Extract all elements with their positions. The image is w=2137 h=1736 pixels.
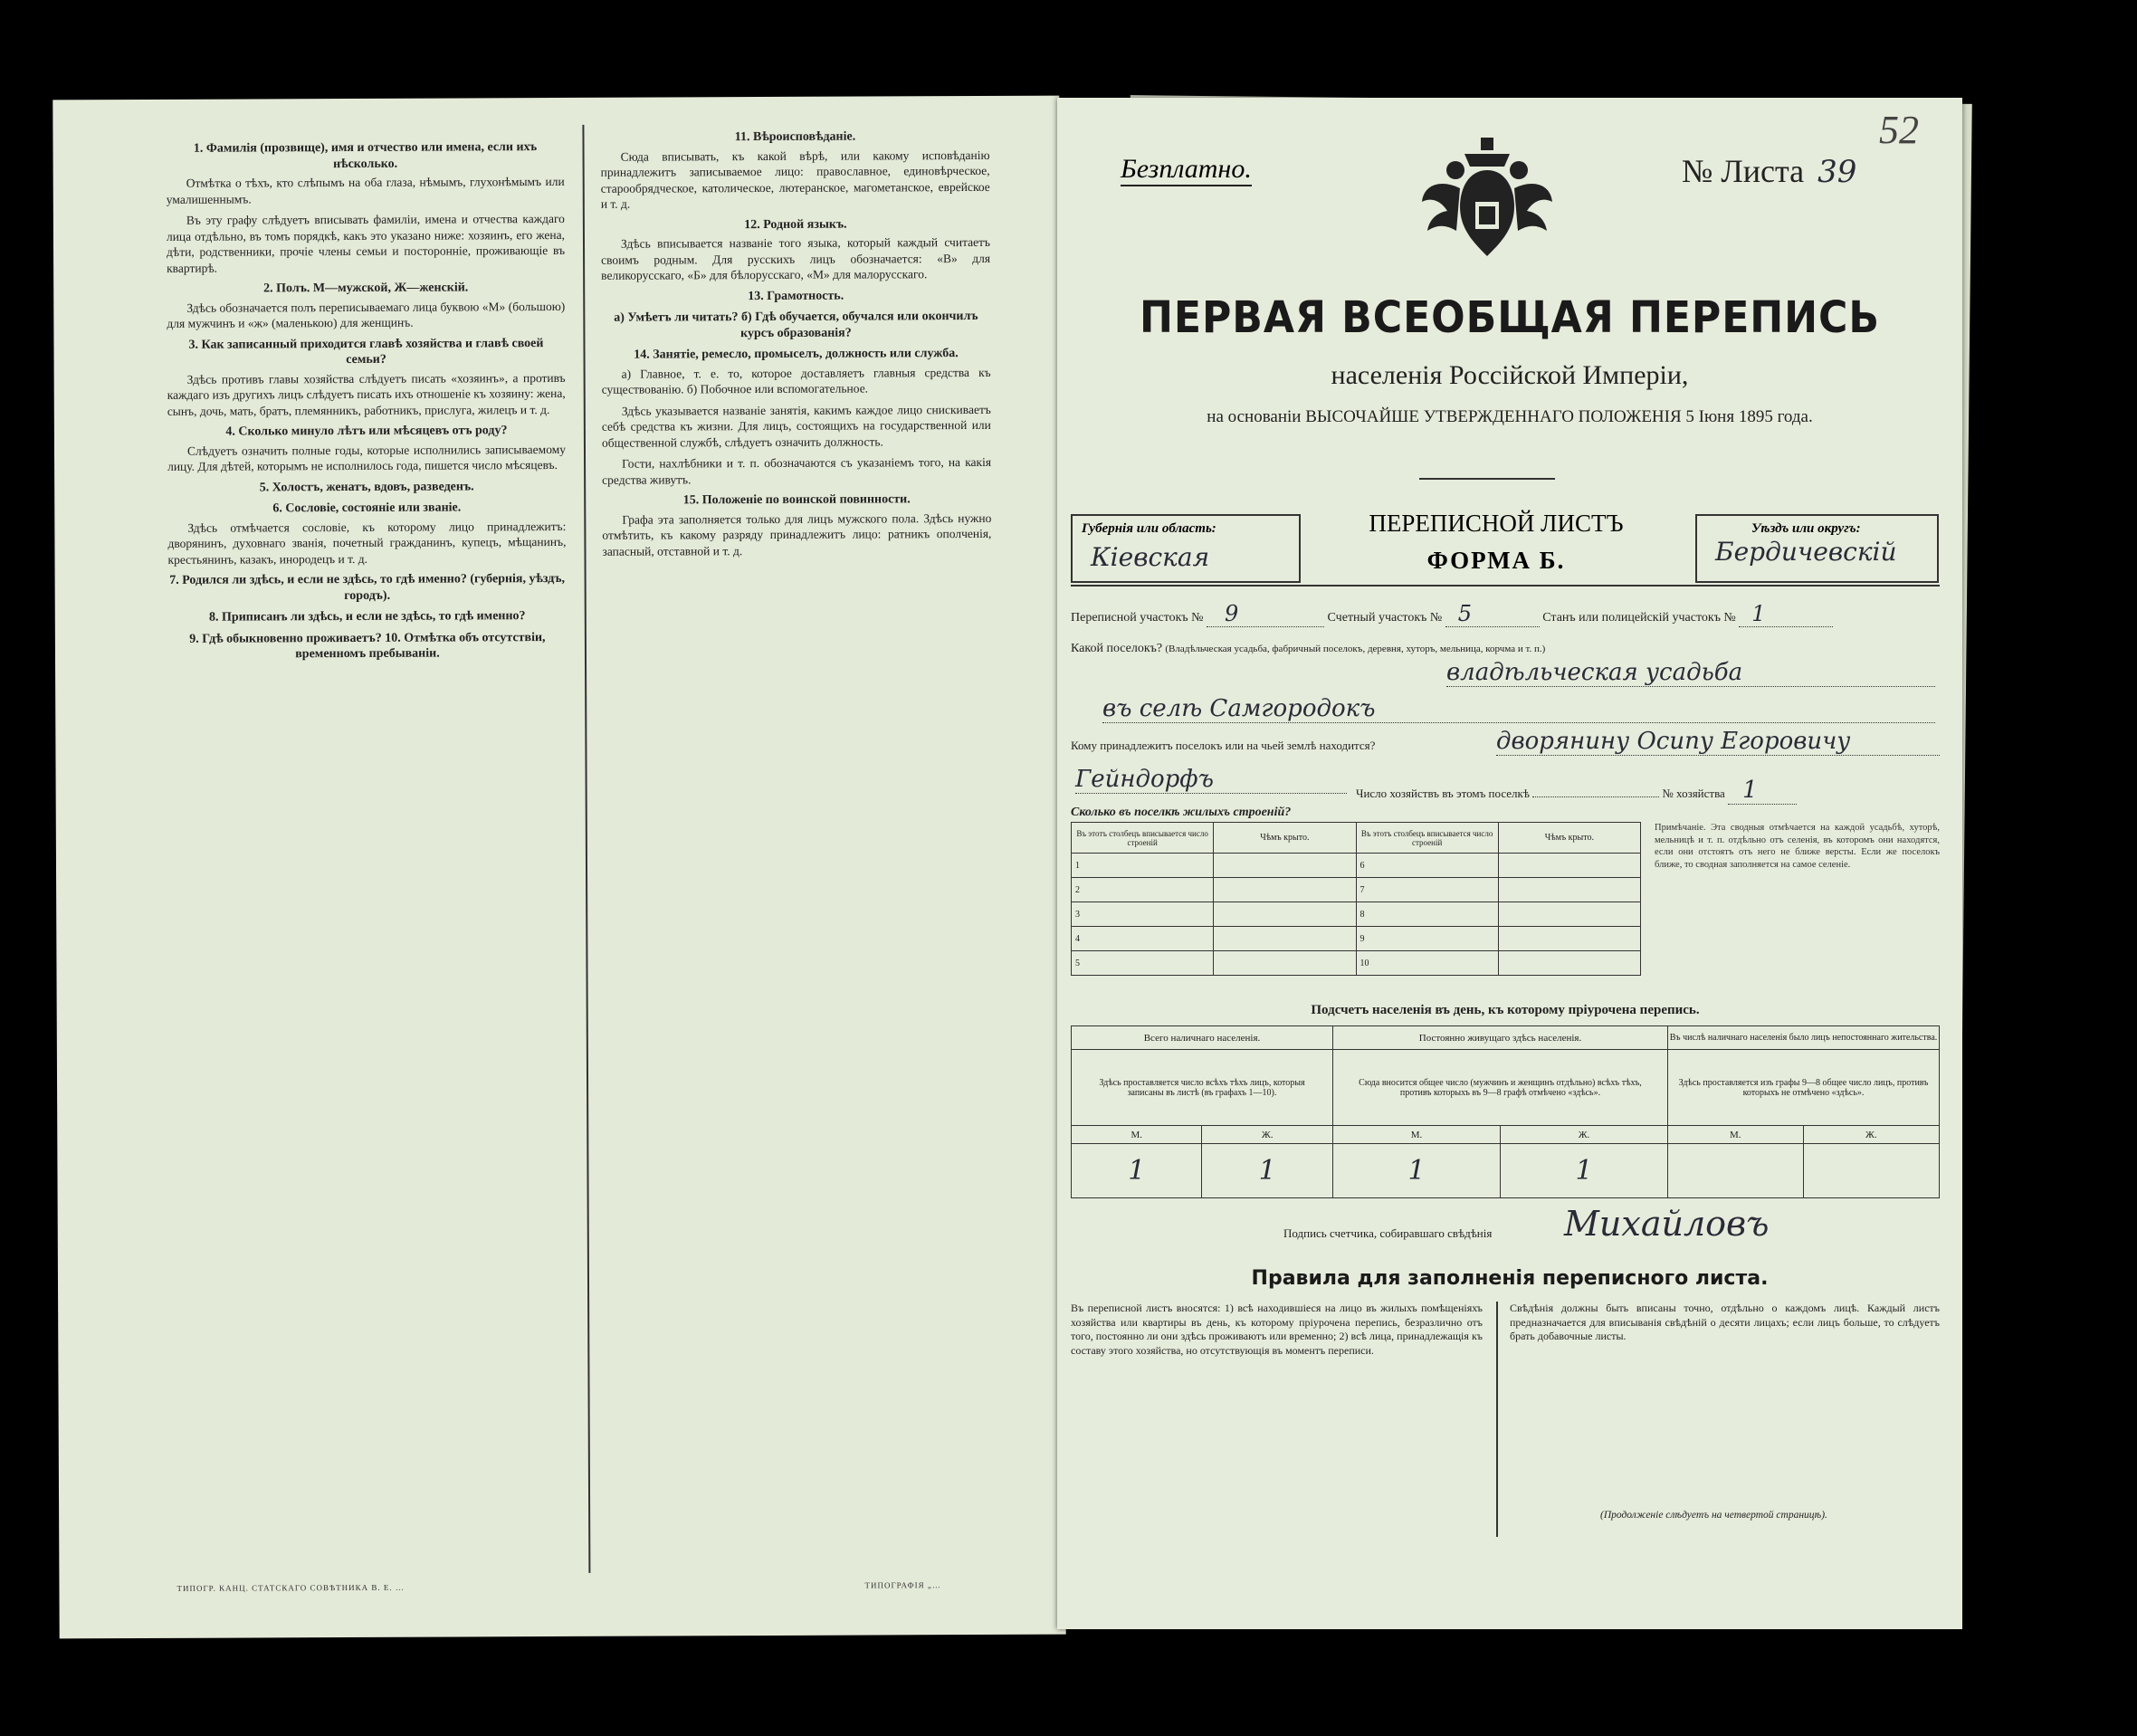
signature-label: Подпись счетчика, собиравшаго свѣдѣнія bbox=[1283, 1226, 1493, 1240]
buildings-col-roof: Чѣмъ крыто. bbox=[1214, 823, 1356, 854]
census-district-label: Переписной участокъ № bbox=[1071, 611, 1204, 625]
title-rule bbox=[1419, 478, 1555, 480]
instruction-heading: 4. Сколько минуло лѣтъ или мѣсяцевъ отъ роду? bbox=[225, 424, 508, 439]
buildings-row-num: 2 bbox=[1072, 878, 1214, 902]
left-column-1 bbox=[166, 134, 570, 1566]
buildings-note: Примѣчаніе. Эта сводныя отмѣчается на каждой усадьбѣ, хуторѣ, мельницѣ и т. п. отдѣльно отъ селенія, въ которомъ они находятся, если они отстоятъ отъ него не ближе версты. Если же поселокъ ближе, то сводная заполняется на самое селеніе. bbox=[1655, 823, 1940, 870]
census-basis: на основаніи ВЫСОЧАЙШЕ УТВЕРЖДЕННАГО ПОЛОЖЕНІЯ 5 Іюня 1895 года. bbox=[1207, 407, 1813, 426]
rules-right: Свѣдѣнія должны быть вписаны точно, отдѣльно о каждомъ лицѣ. Каждый листъ предназначается для вписыванія свѣдѣній о десяти лицахъ; если лицъ больше, то слѣдуетъ брать добавочные листы. bbox=[1510, 1302, 1940, 1342]
instruction-paragraph: Слѣдуетъ означить полные годы, которые исполнились записываемому лицу. Для дѣтей, которымъ не исполнилось года, пишется число мѣсяцевъ. bbox=[167, 442, 567, 473]
uezd-box bbox=[1695, 514, 1939, 583]
buildings-row-num: 1 bbox=[1072, 854, 1214, 878]
sheet-number bbox=[1682, 152, 1856, 190]
settlement-value-2: въ селѣ Самгородокъ bbox=[1102, 695, 1935, 723]
instruction-heading: 8. Приписанъ ли здѣсь, и если не здѣсь, то гдѣ именно? bbox=[208, 609, 526, 625]
census-subtitle: населенія Россійской Имперіи, bbox=[1331, 360, 1689, 390]
count-value bbox=[1803, 1144, 1939, 1198]
rules-title: Правила для заполненія переписного листа. bbox=[1251, 1267, 1769, 1290]
gub-value: Кіевская bbox=[1091, 542, 1210, 572]
count-value: 1 bbox=[1202, 1144, 1333, 1198]
instruction-heading: 12. Родной языкъ. bbox=[744, 217, 847, 232]
left-column-2 bbox=[600, 123, 996, 1564]
count-title: Подсчетъ населенія въ день, къ которому пріурочена перепись. bbox=[1311, 1003, 1700, 1017]
count-desc-temporary: Здѣсь проставляется изъ графы 9—8 общее число лицъ, противъ которыхъ не отмѣчено «здѣсь». bbox=[1668, 1050, 1940, 1126]
instruction-paragraph: Графа эта заполняется только для лицъ мужского пола. Здѣсь нужно отмѣтить, къ какому разряду принадлежитъ лицо: ратникъ ополченія, запасный, отставной и т. д. bbox=[602, 510, 992, 558]
police-district-value: 1 bbox=[1739, 601, 1833, 627]
settlement-value-1: владѣльческая усадьба bbox=[1446, 659, 1935, 687]
count-col-present: Всего наличнаго населенія. bbox=[1072, 1026, 1333, 1050]
instruction-heading: 3. Как записанный приходится главѣ хозяйства и главѣ своей семьи? bbox=[188, 336, 544, 367]
instruction-heading: 5. Холостъ, женатъ, вдовъ, разведенъ. bbox=[259, 479, 474, 494]
instruction-heading: 7. Родился ли здѣсь, и если не здѣсь, то гдѣ именно? (губернія, уѣздъ, городъ). bbox=[169, 571, 566, 603]
buildings-row-num: 5 bbox=[1072, 951, 1214, 976]
sheet-number-label: № Листа bbox=[1682, 153, 1805, 189]
instruction-paragraph: а) Главное, т. е. то, которое доставляетъ главныя средства къ существованію. б) Побочное или вспомогательное. bbox=[601, 365, 991, 396]
instruction-heading: 9. Гдѣ обыкновенно проживаетъ? 10. Отмѣтка объ отсутствіи, временномъ пребываніи. bbox=[189, 630, 546, 662]
counting-district-label: Счетный участокъ № bbox=[1327, 611, 1443, 625]
form-title: ПЕРЕПИСНОЙ ЛИСТЪ bbox=[1369, 510, 1624, 537]
corner-sheet-number: 52 bbox=[1879, 108, 1919, 152]
settlement-label-line bbox=[1071, 641, 1940, 656]
census-title: ПЕРВАЯ ВСЕОБЩАЯ ПЕРЕПИСЬ bbox=[1140, 292, 1880, 343]
instruction-heading: 6. Сословіе, состояніе или званіе. bbox=[272, 501, 462, 516]
count-value: 1 bbox=[1332, 1144, 1500, 1198]
buildings-row-num: 3 bbox=[1072, 902, 1214, 927]
instruction-paragraph: Гости, нахлѣбники и т. п. обозначаются съ указаніемъ того, на какія средства живутъ. bbox=[602, 454, 992, 487]
owner-label: Кому принадлежитъ поселокъ или на чьей землѣ находится? bbox=[1071, 739, 1376, 752]
counting-district-value: 5 bbox=[1445, 601, 1540, 627]
count-female-header: Ж. bbox=[1202, 1126, 1333, 1144]
instruction-heading: а) Умѣетъ ли читать? б) Гдѣ обучается, обучался или окончилъ курсъ образованія? bbox=[614, 309, 978, 340]
instruction-paragraph: Здѣсь вписывается названіе того языка, который каждый считаетъ своимъ родным. Для русскихъ лицъ обозначается: «В» для великорусскаго, «Б» для бѣлорусскаго, «М» для малорусскаго. bbox=[601, 234, 991, 282]
household-number-value: 1 bbox=[1728, 777, 1797, 805]
owner-value-2: Гейндорфъ bbox=[1075, 766, 1347, 794]
count-female-header: Ж. bbox=[1803, 1126, 1939, 1144]
count-desc-permanent: Сюда вносится общее число (мужчинъ и женщинъ отдѣльно) всѣхъ тѣхъ, противъ которыхъ въ 9—8 графѣ отмѣчено «здѣсь». bbox=[1332, 1050, 1667, 1126]
instruction-paragraph: Здѣсь указывается названіе занятія, какимъ каждое лицо снискиваетъ себѣ средства къ жизни. Для лицъ, состоящихъ на государственной или общественной службѣ, слѣдуетъ означить должность. bbox=[601, 402, 991, 450]
district-row bbox=[1071, 601, 1940, 627]
left-page bbox=[52, 96, 1065, 1639]
instruction-paragraph: Въ эту графу слѣдуетъ вписывать фамиліи, имена и отчества каждаго лица отдѣльно, въ томъ порядкѣ, какъ это указано ниже: хозяинъ, его жена, дѣти, родственники, прочіе члены семьи и посторонніе, проживающіе въ квартирѣ. bbox=[166, 211, 566, 275]
continued-note: (Продолженіе слѣдуетъ на четвертой страницѣ). bbox=[1600, 1510, 1827, 1521]
count-col-permanent: Постоянно живущаго здѣсь населенія. bbox=[1332, 1026, 1667, 1050]
enumerator-signature: Михайловъ bbox=[1564, 1204, 1770, 1244]
households-row bbox=[1356, 777, 1935, 805]
gub-box bbox=[1071, 514, 1301, 583]
buildings-row-num: 8 bbox=[1356, 902, 1498, 927]
rules-divider bbox=[1496, 1302, 1498, 1537]
household-number-label: № хозяйства bbox=[1662, 787, 1725, 800]
buildings-row-num: 6 bbox=[1356, 854, 1498, 878]
gub-label: Губернія или область: bbox=[1082, 521, 1216, 536]
census-district-value: 9 bbox=[1207, 601, 1324, 627]
header-rule bbox=[1071, 585, 1940, 587]
settlement-label: Какой поселокъ? bbox=[1071, 642, 1163, 655]
instruction-paragraph: Отмѣтка о тѣхъ, кто слѣпымъ на оба глаза, нѣмымъ, глухонѣмымъ или умалишеннымъ. bbox=[166, 174, 565, 206]
count-value bbox=[1668, 1144, 1804, 1198]
double-headed-eagle-emblem bbox=[1419, 134, 1555, 270]
count-male-header: М. bbox=[1332, 1126, 1500, 1144]
settlement-hint: (Владѣльческая усадьба, фабричный поселокъ, деревня, хуторъ, мельница, корчма и т. п.) bbox=[1165, 644, 1546, 654]
count-female-header: Ж. bbox=[1501, 1126, 1668, 1144]
instruction-paragraph: Здѣсь обозначается полъ переписываемаго лица буквою «М» (большою) для мужчинъ и «ж» (маленькою) для женщинъ. bbox=[167, 299, 566, 330]
printer-footer-left: ТИПОГР. КАНЦ. СТАТСКАГО СОВѢТНИКА В. Е. … bbox=[176, 1582, 405, 1593]
buildings-col-roof-2: Чѣмъ крыто. bbox=[1498, 823, 1640, 854]
right-page bbox=[1057, 98, 1962, 1629]
buildings-row-num: 4 bbox=[1072, 927, 1214, 951]
printer-footer-right: ТИПОГРАФІЯ „… bbox=[864, 1580, 941, 1590]
buildings-table bbox=[1071, 822, 1641, 976]
instruction-paragraph: Здѣсь противъ главы хозяйства слѣдуетъ писать «хозяинъ», а противъ каждаго изъ другихъ лицъ слѣдуетъ писать ихъ отношеніе къ хозяину: жена, сынъ, дочь, мать, братъ, племянникъ, работникъ, прислуга, жилецъ и т. д. bbox=[167, 370, 566, 418]
count-desc-present: Здѣсь проставляется число всѣхъ тѣхъ лицъ, которыя записаны въ листѣ (въ графахъ 1—10). bbox=[1072, 1050, 1333, 1126]
count-male-header: М. bbox=[1072, 1126, 1202, 1144]
instruction-heading: 1. Фамилія (прозвище), имя и отчество или имена, если ихъ нѣсколько. bbox=[193, 140, 538, 171]
instruction-heading: 2. Полъ. М—мужской, Ж—женскій. bbox=[263, 281, 469, 296]
police-district-label: Станъ или полицейскій участокъ № bbox=[1542, 611, 1736, 625]
instruction-heading: 14. Занятіе, ремесло, промыселъ, должность или служба. bbox=[634, 347, 959, 362]
population-count-table bbox=[1071, 1025, 1940, 1198]
count-male-header: М. bbox=[1668, 1126, 1804, 1144]
houses-label: Сколько въ поселкѣ жилыхъ строеній? bbox=[1071, 806, 1292, 819]
instruction-paragraph: Сюда вписывать, къ какой вѣрѣ, или какому исповѣданію принадлежитъ записываемое лицо: православное, единовѣрческое, старообрядческое, католическое, лютеранское, магометанское, еврейское и т. д. bbox=[600, 148, 990, 211]
form-subtitle: ФОРМА Б. bbox=[1426, 547, 1566, 574]
buildings-col-count-2: Въ этотъ столбецъ вписывается число строеній bbox=[1356, 823, 1498, 854]
count-value: 1 bbox=[1501, 1144, 1668, 1198]
instruction-heading: 15. Положеніе по воинской повинности. bbox=[682, 492, 911, 508]
buildings-col-count: Въ этотъ столбецъ вписывается число строеній bbox=[1072, 823, 1214, 854]
free-label: Безплатно. bbox=[1121, 154, 1252, 186]
uezd-value: Бердичевскій bbox=[1715, 537, 1897, 567]
households-label: Число хозяйствъ въ этомъ поселкѣ bbox=[1356, 787, 1530, 800]
buildings-row-num: 9 bbox=[1356, 927, 1498, 951]
buildings-row-num: 10 bbox=[1356, 951, 1498, 976]
owner-value-1: дворянину Осипу Егоровичу bbox=[1496, 728, 1940, 756]
instruction-heading: 11. Вѣроисповѣданіе. bbox=[734, 129, 856, 145]
column-divider bbox=[582, 125, 590, 1573]
instruction-paragraph: Здѣсь отмѣчается сословіе, къ которому лицо принадлежитъ: дворянинъ, духовнаго званія, почетный гражданинъ, купецъ, мѣщанинъ, крестьянинъ, казакъ, инородецъ и т. д. bbox=[167, 519, 567, 567]
instruction-heading: 13. Грамотность. bbox=[748, 289, 844, 303]
uezd-label: Уѣздъ или округъ: bbox=[1751, 521, 1861, 536]
count-col-temporary: Въ числѣ наличнаго населенія было лицъ непостояннаго жительства. bbox=[1668, 1026, 1940, 1050]
buildings-row-num: 7 bbox=[1356, 878, 1498, 902]
count-value: 1 bbox=[1072, 1144, 1202, 1198]
rules-left: Въ переписной листъ вносятся: 1) всѣ находившіеся на лицо въ жилыхъ помѣщеніяхъ хозяйства или квартиры въ день, къ которому пріурочена перепись, безразлично отъ того, постоянно ли они здѣсь проживаютъ или временно; 2) всѣ лица, принадлежащія къ составу этого хозяйства, но отсутствующія въ моментъ переписи. bbox=[1071, 1302, 1483, 1357]
sheet-number-value: 39 bbox=[1817, 154, 1857, 190]
